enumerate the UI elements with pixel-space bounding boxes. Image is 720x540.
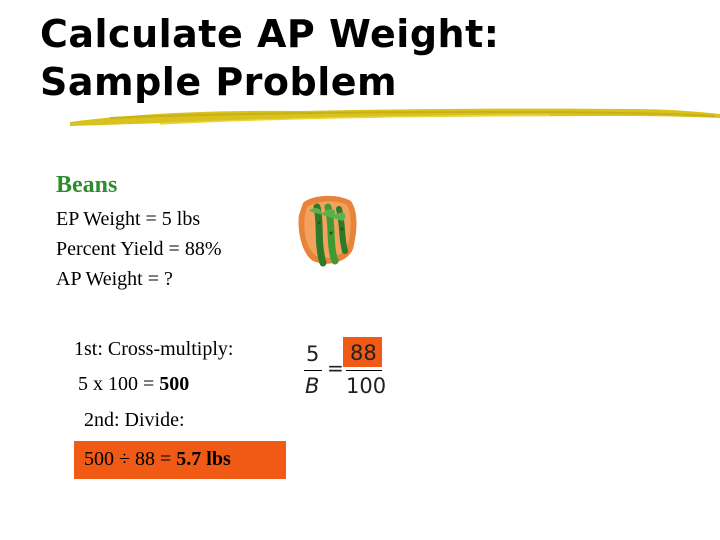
- left-numerator: 5: [306, 342, 320, 366]
- ap-weight-text: AP Weight = ?: [56, 268, 173, 290]
- step-1-label: 1st: Cross-multiply:: [74, 338, 234, 360]
- right-numerator: 88: [350, 341, 377, 365]
- calc2-result: 5.7 lbs: [176, 448, 231, 470]
- green-beans-icon: [297, 193, 359, 267]
- slide-title: [40, 10, 499, 106]
- divide-result-box: [74, 441, 286, 479]
- right-denominator: 100: [346, 374, 387, 398]
- equals-sign: =: [327, 356, 344, 380]
- left-denominator: B: [305, 374, 320, 398]
- step-2-label: 2nd: Divide:: [84, 409, 185, 431]
- right-fraction-bar: [346, 370, 382, 371]
- title-line-2: Sample Problem: [40, 60, 398, 104]
- calc1-result: 500: [159, 373, 190, 395]
- title-line-1: Calculate AP Weight:: [40, 12, 500, 56]
- cross-multiply-calculation: [78, 373, 189, 396]
- left-fraction-bar: [304, 370, 322, 371]
- food-name: Beans: [56, 172, 118, 198]
- given-values: [56, 204, 222, 294]
- title-underline-brush: [70, 104, 720, 130]
- ep-weight-text: EP Weight = 5 lbs: [56, 208, 201, 230]
- calc1-expression: 5 x 100 =: [78, 373, 160, 395]
- calc2-expression: 500 ÷ 88 =: [84, 448, 177, 470]
- percent-yield-text: Percent Yield = 88%: [56, 238, 222, 260]
- proportion-equation: [300, 336, 400, 406]
